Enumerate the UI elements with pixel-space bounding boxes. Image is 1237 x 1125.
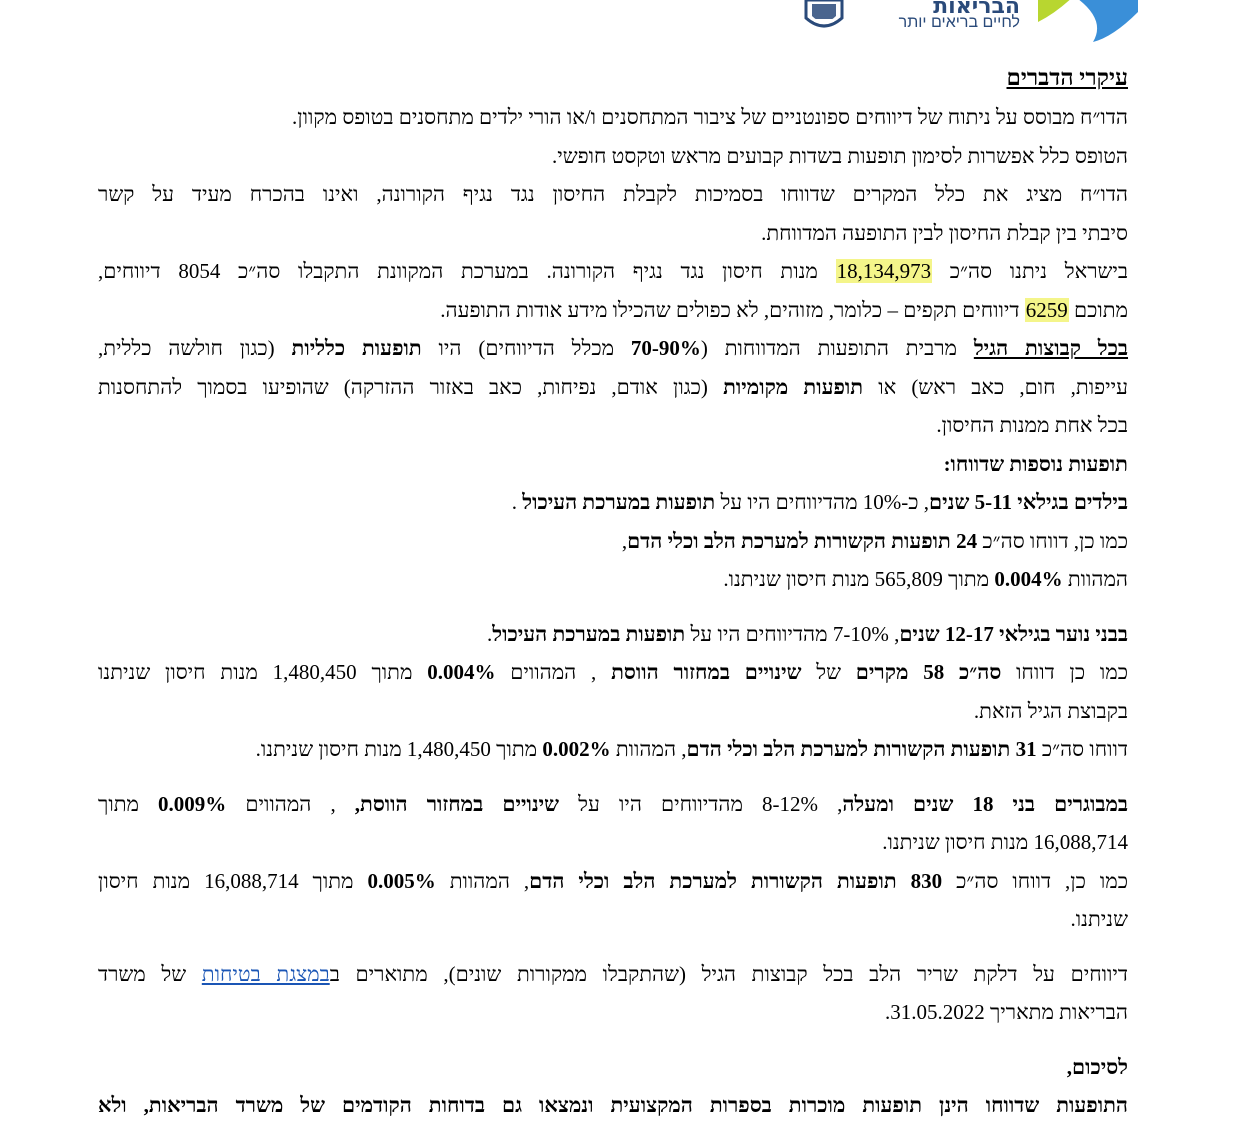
text: מנות חיסון נגד נגיף הקורונה. במערכת המקוונת התקבלו סה״כ 8054 דיווחים, (98, 259, 818, 283)
text: של (816, 660, 841, 684)
text: , 8-12% מהדיווחים היו על (578, 791, 843, 816)
text-bold: 0.009% (158, 791, 227, 816)
adults-line-2: 16,088,714 מנות חיסון שניתנו. (882, 830, 1128, 854)
state-emblem-icon (802, 0, 846, 30)
paragraph-intro-line-1: הדו״ח מבוסס על ניתוח של דיווחים ספונטניים של ציבור המתחסנים ו/או הורי ילדים מתחסנים בטופס מקוון. (292, 105, 1128, 129)
paragraph-common-effects-line-2 (98, 368, 1128, 407)
text-bold: בילדים בגילאי 5-11 שנים (929, 490, 1128, 514)
text-bold: במבוגרים בני 18 שנים ומעלה (842, 791, 1129, 816)
children-line-3 (98, 560, 1128, 599)
spacer (98, 599, 1128, 615)
text: , כ-10% מהדיווחים היו על (720, 490, 930, 514)
text: דווחו סה״כ (1041, 737, 1128, 761)
text-bold: תופעות כלליות (291, 336, 422, 360)
text: של משרד (98, 961, 187, 986)
text: (כגון אודם, נפיחות, כאב באזור ההזרקה) שהופיעו בסמוך להתחסנות (98, 374, 708, 399)
adults-line-1 (98, 785, 1128, 824)
youth-line-4 (98, 730, 1128, 769)
text: מרבית התופעות המדווחות ( (700, 336, 957, 360)
paragraph-totals-line-2 (98, 291, 1128, 330)
adults-line-4: שניתנו. (1070, 907, 1128, 931)
text-bold: 24 תופעות הקשורות למערכת הלב וכלי הדם (627, 528, 978, 553)
ministry-logo-wave-icon (1038, 0, 1138, 42)
summary-line-1: התופעות שדווחו הינן תופעות מוכרות בספרות המקצועית ונמצאו גם בדוחות הקודמים של משרד הבריאות, ולא (98, 1093, 1128, 1117)
text: כמו כן, דווחו סה״כ (982, 528, 1128, 553)
logo-name: הבריאות (933, 0, 1020, 19)
text: דיווחים תקפים – כלומר, מזוהים, לא כפולים שהכילו מידע אודות התופעה. (440, 297, 1020, 322)
text: כמו כן, דווחו סה״כ (956, 868, 1128, 893)
text-bold: 0.004% (994, 567, 1063, 591)
text: דיווחים על דלקת שריר הלב בכל קבוצות הגיל (שהתקבלו ממקורות שונים), מתוארים ב (329, 961, 1128, 986)
text-bold: שינויים במחזור הווסת, (354, 791, 560, 816)
text-bold: תופעות במערכת העיכול (492, 621, 686, 646)
highlight-valid-reports: 6259 (1025, 297, 1068, 322)
myocarditis-line-2: הבריאות מתאריך 31.05.2022. (884, 1000, 1128, 1024)
text-bold: שינויים במחזור הווסת (611, 660, 802, 684)
paragraph-common-effects-line-3: בכל אחת ממנות החיסון. (936, 413, 1128, 437)
text: . (487, 621, 493, 646)
text-bold: תופעות מקומיות (723, 374, 864, 399)
spacer (98, 769, 1128, 785)
highlight-total-doses: 18,134,973 (836, 259, 932, 283)
text-bold-underline: בכל קבוצות הגיל (973, 336, 1129, 360)
text-bold: 0.005% (367, 868, 436, 893)
text-bold: 70-90% (630, 336, 701, 360)
text: מתוך 16,088,714 מנות חיסון (98, 868, 354, 893)
myocarditis-line-1 (98, 955, 1128, 994)
text-bold: 830 תופעות הקשורות למערכת הלב וכלי הדם (529, 868, 943, 893)
text: , 7-10% מהדיווחים היו על (690, 621, 900, 646)
text: . (511, 490, 517, 514)
paragraph-common-effects-line-1 (98, 329, 1128, 368)
spacer (98, 939, 1128, 955)
text: , המהוות (449, 868, 530, 893)
text-bold: בבני נוער בגילאי 12-17 שנים (899, 621, 1128, 646)
youth-line-2 (98, 653, 1128, 692)
text: (כגון חולשה כללית, (98, 336, 275, 360)
children-line-2 (98, 522, 1128, 561)
page-header (0, 0, 1237, 50)
text: עייפות, חום, כאב ראש) או (878, 374, 1128, 399)
safety-presentation-link[interactable]: במצגת בטיחות (201, 961, 330, 986)
text: מכלל הדיווחים) היו (438, 336, 615, 360)
text: מתוך 1,480,450 מנות חיסון שניתנו. (255, 737, 538, 761)
youth-line-1 (98, 615, 1128, 654)
adults-line-3 (98, 862, 1128, 901)
text: , המהווים (245, 791, 336, 816)
document-body (98, 58, 1128, 1125)
text-bold: סה״כ 58 מקרים (855, 660, 1002, 684)
text-bold: 31 תופעות הקשורות למערכת הלב וכלי הדם (686, 737, 1037, 761)
text: כמו כן דווחו (1016, 660, 1129, 684)
paragraph-disclaimer-line-2: סיבתי בין קבלת החיסון לבין התופעה המדווחת. (761, 220, 1128, 245)
page-title: עיקרי הדברים (1006, 65, 1128, 90)
spacer (98, 1032, 1128, 1048)
children-line-1 (98, 483, 1128, 522)
text: מתוך (98, 791, 139, 816)
logo-tagline: לחיים בריאים יותר (898, 14, 1020, 31)
text: בישראל ניתנו סה״כ (949, 259, 1129, 283)
text: המהוות (1067, 567, 1128, 591)
text: , (621, 528, 628, 553)
text: מתוכם (1074, 297, 1128, 322)
paragraph-totals-line-1 (98, 252, 1128, 291)
text-bold: 0.004% (427, 660, 496, 684)
text-bold: תופעות במערכת העיכול (522, 490, 716, 514)
ministry-logo (880, 0, 1020, 32)
paragraph-disclaimer-line-1: הדו״ח מציג את כלל המקרים שדווחו בסמיכות לקבלת החיסון נגד נגיף הקורונה, ואינו בהכרח מעיד על קשר (98, 182, 1128, 206)
section-subtitle: תופעות נוספות שדווחו: (943, 451, 1128, 476)
youth-line-3: בקבוצת הגיל הזאת. (973, 698, 1128, 723)
text: , המהווים (510, 660, 597, 684)
text-bold: 0.002% (542, 737, 611, 761)
summary-title: לסיכום, (1066, 1054, 1128, 1079)
text: מתוך 1,480,450 מנות חיסון שניתנו (98, 660, 413, 684)
paragraph-intro-line-2: הטופס כלל אפשרות לסימון תופעות בשדות קבועים מראש וטקסט חופשי. (552, 143, 1128, 168)
text: מתוך 565,809 מנות חיסון שניתנו. (723, 567, 990, 591)
text: , המהוות (615, 737, 687, 761)
